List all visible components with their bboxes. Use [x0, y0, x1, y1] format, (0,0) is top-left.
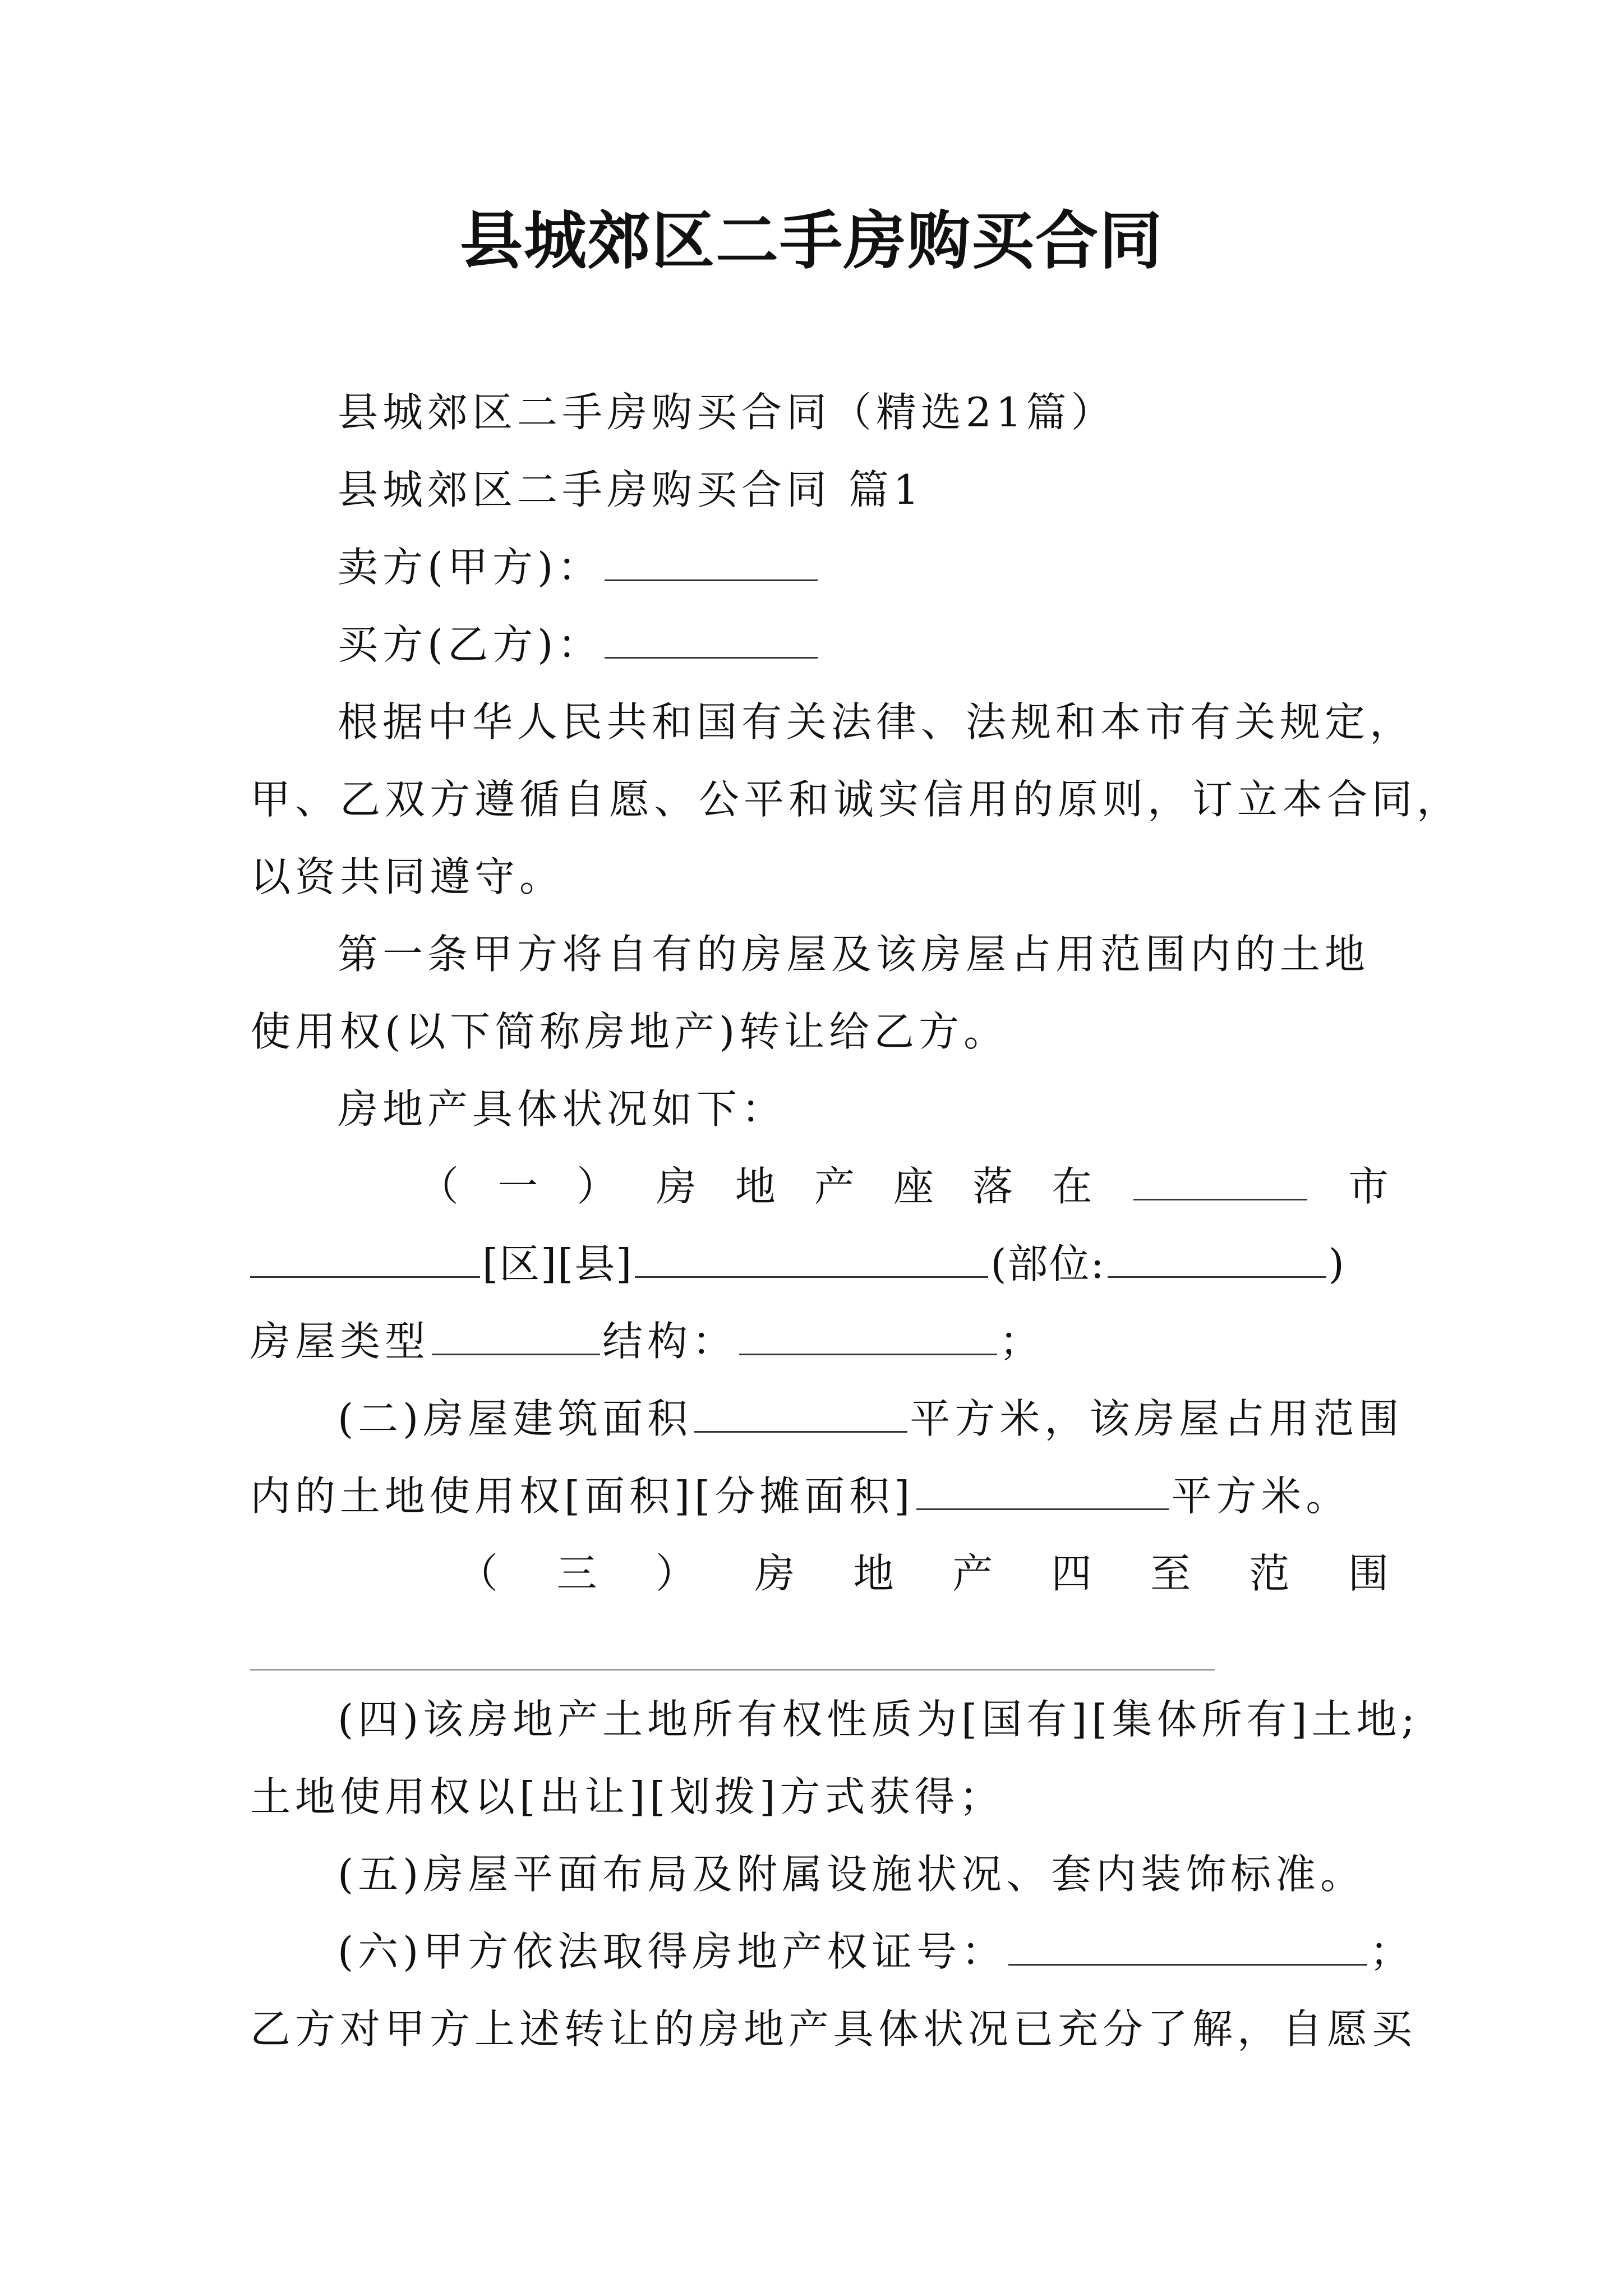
- area-label-a: (二)房屋建筑面积: [338, 1395, 693, 1442]
- article-heading: 县城郊区二手房购买合同 篇1: [338, 466, 924, 513]
- loc-char: 一: [497, 1163, 538, 1210]
- boundary-char: 产: [952, 1550, 993, 1597]
- location-line-1: [250, 1156, 1389, 1217]
- intro-line-2: 甲、乙双方遵循自愿、公平和诚实信用的原则，订立本合同，: [250, 776, 1462, 823]
- house-type-blank: [432, 1313, 600, 1355]
- county-blank: [635, 1236, 988, 1278]
- area-unit: 平方米。: [1171, 1473, 1351, 1520]
- ownership-line-1: (四)该房地产土地所有权性质为[国有][集体所有]土地;: [338, 1696, 1419, 1743]
- certificate-blank: [1008, 1924, 1367, 1966]
- boundary-char: ）: [655, 1550, 696, 1597]
- boundary-char: 三: [556, 1550, 597, 1597]
- structure-label: 结构：: [602, 1318, 737, 1365]
- certificate-label: (六)甲方依法取得房地产权证号：: [338, 1928, 1007, 1975]
- document-title: 县城郊区二手房购买合同: [460, 204, 1163, 278]
- intro-line-3: 以资共同遵守。: [250, 853, 565, 900]
- boundary-char: 地: [853, 1550, 894, 1597]
- boundary-char: 四: [1051, 1550, 1092, 1597]
- area-line-1: [250, 1388, 1404, 1450]
- loc-city-label: 市: [1348, 1163, 1389, 1210]
- area-line-2: [250, 1465, 1389, 1527]
- city-blank: [1133, 1158, 1307, 1200]
- boundary-char: 围: [1348, 1550, 1389, 1597]
- location-line-2: [250, 1233, 1389, 1295]
- seller-line: [250, 536, 1389, 598]
- boundary-char: 房: [754, 1550, 795, 1597]
- position-blank: [1108, 1236, 1326, 1278]
- subtitle-line: 县城郊区二手房购买合同（精选21篇）: [338, 389, 1116, 436]
- district-label: [区][县]: [482, 1240, 633, 1287]
- ownership-line-2: 土地使用权以[出让][划拨]方式获得；: [250, 1773, 1004, 1820]
- certificate-line: [250, 1921, 1415, 1982]
- building-area-blank: [694, 1391, 907, 1433]
- buyer-label: 买方(乙方)：: [338, 621, 603, 668]
- loc-char: ）: [577, 1163, 617, 1210]
- intro-line-1: 根据中华人民共和国有关法律、法规和本市有关规定，: [338, 698, 1415, 746]
- loc-char: 座: [893, 1163, 934, 1210]
- article1-line-2: 使用权(以下简称房地产)转让给乙方。: [250, 1008, 1009, 1055]
- layout-line: (五)房屋平面布局及附属设施状况、套内装饰标准。: [338, 1851, 1366, 1898]
- situation-line: 房地产具体状况如下：: [338, 1085, 787, 1133]
- land-area-label: 内的土地使用权[面积][分摊面积]: [250, 1473, 915, 1520]
- position-label: (部位:: [990, 1240, 1105, 1287]
- boundary-char: 至: [1150, 1550, 1191, 1597]
- structure-blank: [739, 1313, 997, 1355]
- buyer-acknowledge-line: 乙方对甲方上述转让的房地产具体状况已充分了解，自愿买: [250, 2005, 1417, 2053]
- loc-char: 产: [814, 1163, 855, 1210]
- boundary-line: [250, 1543, 1389, 1604]
- loc-char: 房: [656, 1163, 697, 1210]
- house-type-label: 房屋类型: [250, 1318, 430, 1365]
- loc-char: 落: [972, 1163, 1013, 1210]
- boundary-char: （: [458, 1550, 499, 1597]
- position-close: ): [1328, 1240, 1345, 1287]
- land-area-blank: [916, 1468, 1169, 1510]
- loc-char: 在: [1052, 1163, 1092, 1210]
- house-type-line: [250, 1310, 1389, 1372]
- buyer-blank: [605, 616, 818, 659]
- certificate-end: ；: [1370, 1928, 1415, 1975]
- loc-char: （: [418, 1163, 459, 1210]
- article1-line-1: 第一条甲方将自有的房屋及该房屋占用范围内的土地: [338, 931, 1370, 978]
- seller-label: 卖方(甲方)：: [338, 544, 603, 591]
- semicolon: ；: [999, 1318, 1045, 1365]
- seller-blank: [605, 539, 818, 581]
- boundary-blank-line: [250, 1669, 1215, 1671]
- loc-char: 地: [735, 1163, 776, 1210]
- area-label-b: 平方米，该房屋占用范围: [910, 1395, 1404, 1442]
- boundary-char: 范: [1249, 1550, 1290, 1597]
- buyer-line: [250, 614, 1389, 675]
- district-blank: [250, 1236, 480, 1278]
